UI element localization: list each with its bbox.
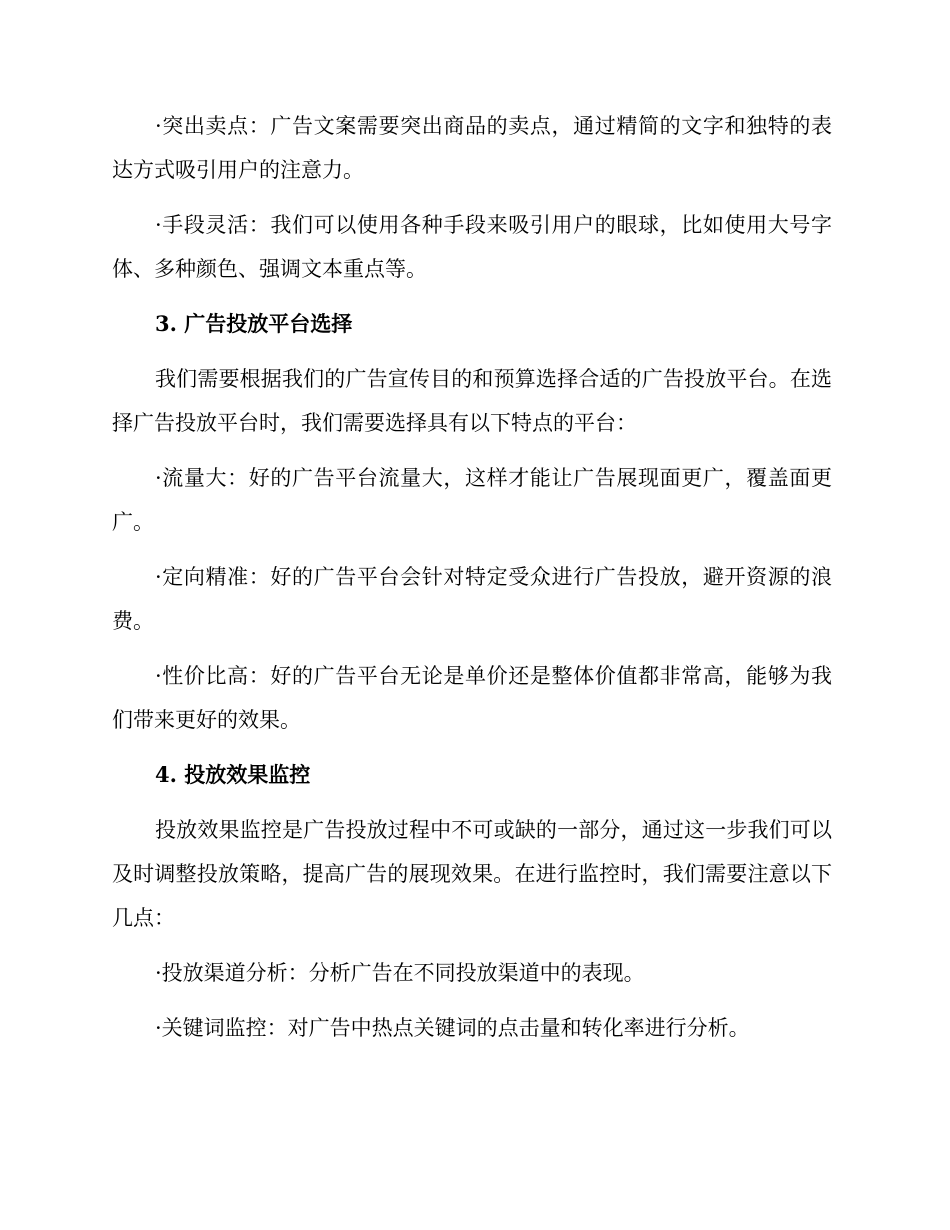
bullet-cost-effective: ·性价比高：好的广告平台无论是单价还是整体价值都非常高，能够为我们带来更好的效果。 bbox=[112, 664, 832, 732]
paragraph-platform-intro: 我们需要根据我们的广告宣传目的和预算选择合适的广告投放平台。在选择广告投放平台时，我们需要选择具有以下特点的平台： bbox=[112, 367, 832, 435]
bullet-keyword-monitoring: ·关键词监控：对广告中热点关键词的点击量和转化率进行分析。 bbox=[155, 1016, 750, 1040]
bullet-high-traffic: ·流量大：好的广告平台流量大，这样才能让广告展现面更广，覆盖面更广。 bbox=[112, 466, 832, 534]
paragraph-monitoring-intro: 投放效果监控是广告投放过程中不可或缺的一部分，通过这一步我们可以及时调整投放策略，提高广告的展现效果。在进行监控时，我们需要注意以下几点： bbox=[112, 818, 832, 930]
bullet-flexible-means: ·手段灵活：我们可以使用各种手段来吸引用户的眼球，比如使用大号字体、多种颜色、强调文本重点等。 bbox=[112, 213, 832, 281]
section-heading-effect-monitoring: 4. 投放效果监控 bbox=[155, 762, 311, 787]
bullet-highlight-selling-points: ·突出卖点：广告文案需要突出商品的卖点，通过精简的文字和独特的表达方式吸引用户的注意力。 bbox=[112, 114, 832, 182]
bullet-precise-targeting: ·定向精准：好的广告平台会针对特定受众进行广告投放，避开资源的浪费。 bbox=[112, 565, 832, 633]
document-page bbox=[112, 104, 832, 1061]
section-heading-platform-selection: 3. 广告投放平台选择 bbox=[155, 311, 353, 336]
bullet-channel-analysis: ·投放渠道分析：分析广告在不同投放渠道中的表现。 bbox=[155, 961, 645, 985]
